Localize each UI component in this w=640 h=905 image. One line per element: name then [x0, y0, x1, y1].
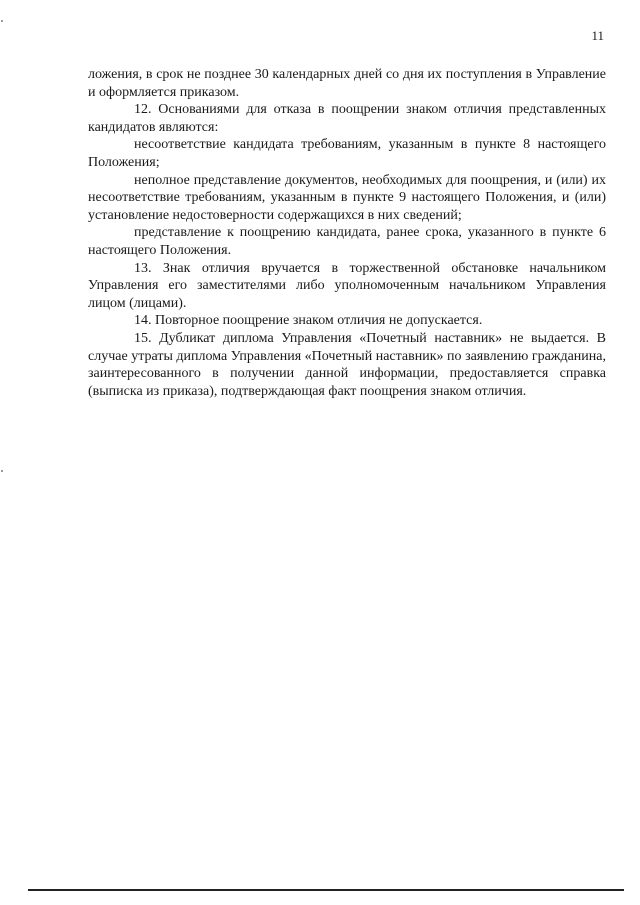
paragraph-12-item-2: неполное представление документов, необходимых для поощрения, и (или) их несоответствие требованиям, указанным в пункте 9 настоящего Положения, и (или) установление недостоверности содержащихся в них сведений; [88, 172, 606, 223]
paragraph-continuation: ложения, в срок не позднее 30 календарных дней со дня их поступления в Управление и оформляется приказом. [88, 67, 606, 100]
paragraph-15: 15. Дубликат диплома Управления «Почетный наставник» не выдается. В случае утраты диплома Управления «Почетный наставник» по заявлению гражданина, заинтересованного в получении данной информации, предоставляется справка (выписка из приказа), подтверждающая факт поощрения знаком отличия. [88, 330, 606, 399]
paragraph-12-item-3: представление к поощрению кандидата, ранее срока, указанного в пункте 6 настоящего Положения. [88, 225, 606, 258]
paragraph-14: 14. Повторное поощрение знаком отличия не допускается. [134, 313, 483, 329]
paragraph-13: 13. Знак отличия вручается в торжественной обстановке начальником Управления его заместителями либо уполномоченным начальником Управления лицом (лицами). [88, 260, 606, 311]
document-body [88, 66, 606, 400]
paragraph-12-item-1: несоответствие кандидата требованиям, указанным в пункте 8 настоящего Положения; [88, 137, 606, 170]
scan-edge-mark [1, 20, 3, 22]
scan-edge-mark [1, 470, 3, 472]
page-number: 11 [591, 28, 604, 43]
paragraph-12: 12. Основаниями для отказа в поощрении знаком отличия представленных кандидатов являются: [88, 102, 606, 135]
bottom-rule [28, 889, 624, 891]
